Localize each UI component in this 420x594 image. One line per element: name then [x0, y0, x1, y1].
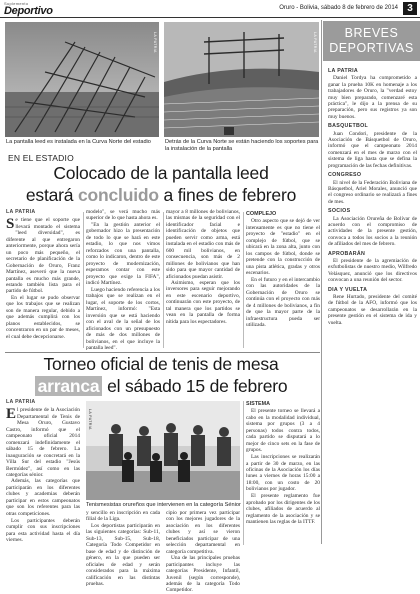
- stadium-scaffold-image: [5, 22, 159, 137]
- paragraph: Las inscripciones se realizarán a partir de 30 de marzo, en las oficinas de la Asociación los días lunes a viernes de horas 15:00 a 18:00, con un costo de 20 bolivianos por jugador.: [246, 454, 320, 493]
- masthead-logo: Deportivo: [4, 5, 53, 17]
- headline-text: Colocado de la pantalla leed: [53, 163, 269, 183]
- drop-cap: E: [6, 406, 17, 423]
- story2-column-3: [166, 510, 240, 594]
- paragraph: En el futuro y en el intercambio con las autoridades de la Gobernación de Oruro se continúa con el proyecto con más de 4 millones de bolivianos, a fin de que la mayor parte de la infraestructura pueda ser utilizada.: [246, 277, 320, 329]
- photo-credit: LA PATRIA: [88, 409, 92, 430]
- subhead: SISTEMA: [246, 401, 270, 407]
- story1-column-2: [86, 209, 160, 352]
- photo-screen-supports: [164, 22, 319, 137]
- page-number: 3: [403, 2, 417, 15]
- brief-tag: APROBARÁN: [328, 250, 366, 257]
- paragraph: "En la gestión anterior el gobernador hizo la presentación de todo lo que se hará en este estadio, lo que nos vimos reforzados con una pantalla, como lo indicaron, dentro de este proyecto de modernización, esperamos contar con este proyecto que exige la FIFA", indicó Martínez.: [86, 221, 160, 286]
- paragraph: Otro aspecto que se dejó de ver intensamente es que no tiene el proyecto de "estadio" en el complejo de fútbol, que se ubicará en la zona alta, junto con los campos de fútbol, donde se pretende con la construcción de una pista atlética, gradas y otros escenarios.: [246, 218, 320, 277]
- story-kicker: EN EL ESTADIO: [8, 153, 74, 163]
- story-headline-line1: [0, 164, 322, 183]
- headline-text: estará: [25, 185, 74, 205]
- story2-headline-line1: [0, 355, 322, 374]
- masthead: [4, 1, 53, 16]
- column-divider: [243, 401, 244, 545]
- sidebar-title-line2: DEPORTIVAS: [329, 41, 414, 55]
- paragraph: Los participantes deberán cumplir con sus inscripciones para esta actividad hasta el día viernes.: [6, 517, 80, 544]
- story1-column-4: [246, 209, 320, 349]
- story2-headline-line2: [0, 377, 322, 396]
- paragraph: Los deportistas participarán en las siguientes categorías: Sub-11, Sub-13, Sub-15, Sub-18, Categoría Todo Competidor en base de edad y de distinción de género, en la que pueden ser oficiales de edad y serán considerados para la máxima calificación en las distintas pruebas.: [86, 522, 160, 587]
- paragraph: y sencillo en inscripción en cada filial de la Liga.: [86, 510, 160, 523]
- sidebar-divider: [321, 20, 322, 544]
- masthead-supplement: Suplemento: [4, 1, 29, 6]
- paragraph: modelo", se verá mucho más superior de lo que hasta ahora es.: [86, 209, 160, 222]
- brief-text: Juan Condori, presidente de la Asociación de Básquetbol de Oruro, informó que el campeonato 2014 comenzará en el mes de marzo con el sistema de liga hasta que se defina la programación de las fechas definitivas.: [328, 130, 417, 169]
- story1-column-1: [6, 209, 80, 349]
- paragraph: e tiene que el soporte que llevará montado el sistema "leed diversidad", es diferente al que entregaron anteriormente, porque ahora sería un poco más pequeño, el secretario de planificación de la Gobernación de Oruro, Franz Martínez, aseveró que la nueva pantalla es mucho más grande, estando también lista para el partido de fútbol.: [6, 217, 80, 295]
- byline-tag: LA PATRIA: [6, 209, 36, 215]
- brief-tag: CONGRESO: [328, 172, 362, 179]
- story-separator: [5, 352, 320, 353]
- stadium-curve-image: [164, 22, 319, 137]
- paragraph: Una de las principales pruebas participantes incluye las categorías Presidente, Infantil, Juvenil (según corresponde), además de la categoría Todo Competidor.: [166, 555, 240, 594]
- brief-tag: LA PATRIA: [328, 68, 358, 74]
- headline-text: el sábado 15 de febrero: [107, 376, 288, 396]
- photo-credit: LA PATRIA: [153, 32, 157, 53]
- brief-tag: SOCIOS: [328, 208, 351, 215]
- column-divider: [83, 212, 84, 348]
- photo-screen-install: [5, 22, 159, 137]
- photo-caption-left: La pantalla leed es instalada en la Curva Norte del estadio: [6, 139, 151, 145]
- paragraph: cipio por primera vez participar con los mejores jugadores de la asociación en los diferentes clubes y así se vieron beneficiados participar de una selección departamental en categoría competitiva.: [166, 510, 240, 555]
- column-divider: [243, 212, 244, 348]
- paragraph: El presente reglamento fue aprobado por los dirigentes de los clubes, afiliados de acuerdo al reglamento de la asociación y se mantienen las reglas de la ITTF.: [246, 493, 320, 526]
- dateline: Oruro - Bolivia, sábado 8 de febrero de 2014: [279, 5, 398, 11]
- photo-credit: LA PATRIA: [313, 32, 317, 53]
- brief-text: Rene Hurtado, presidente del comité de fútbol de la AFO, informó que los campeonatos se desarrollarán en la presente gestión en el sistema de ida y vuelta.: [328, 294, 417, 326]
- paragraph: l presidente de la Asociación Departamental de Tenis de Mesa Oruro, Gustavo Castro, informó que el campeonato oficial 2014 comenzará indefinidamente el sábado 15 de febrero. La inauguración se concretará en la Villa Sur del estadio "Jesús Bermúdez", así como en las categorías sénior.: [6, 407, 80, 478]
- headline-text: Torneo oficial de tenis de mesa: [43, 354, 279, 374]
- brief-tag: DIA Y VUELTA: [328, 286, 368, 293]
- story2-column-1: [6, 399, 80, 545]
- paragraph: Asimismo, esperan que los inversores para seguir mejorando en este escenario deportivo, continuarán con este proyecto, de tal manera que los partidos se vean en la pantalla de forma nítida para los espectadores.: [166, 279, 240, 325]
- story2-column-2: [86, 510, 160, 587]
- brief-text: El presidente de la agremiación de exfutbolistas de nuestro medio, Wilfredo Velásquez, anunció que los directivos convocan a una reunión del sector.: [328, 257, 417, 284]
- photo-tennis-players: [86, 401, 240, 500]
- story2-column-4: [246, 399, 320, 545]
- paragraph: Además, las categorías que participarán en los diferentes clubes y academias deberán participar en estos campeonatos que son los referentes para las otras competiciones.: [6, 478, 80, 517]
- sidebar-briefs: [323, 18, 420, 546]
- headline-highlight: concluido: [78, 185, 159, 205]
- paragraph: El presente torneo se llevará a cabo en la modalidad individual, sistema por grupos (3 a 4 personas) todos contra todos, cada partido se disputará a lo mejor de cinco sets en la fase de grupos.: [246, 408, 320, 454]
- drop-cap: S: [6, 216, 15, 233]
- tennis-team-image: [86, 401, 240, 500]
- byline-tag: LA PATRIA: [6, 399, 36, 405]
- brief-text: La Asociación Orureña de Bolívar de acuerdo con el compromiso de actividades de la presente gestión, convoca a todos los socios a la reunión de afiliados del mes de febrero.: [328, 215, 417, 248]
- story1-column-3: [166, 209, 240, 349]
- sidebar-title-line1: BREVES: [344, 26, 399, 40]
- page-header: [0, 0, 420, 18]
- paragraph: Luego haciendo referencia a los trabajos que se realizan en el lugar, el soporte de los cortos, Martínez, informó: "Esta inversión que se está haciendo con el aval de la señal de los aficionados con un presupuesto de más de dos millones de bolivianos, en el que incluye la pantalla leed".: [86, 286, 160, 352]
- brief-text: Daniel Tordya ha comprometido a ganar la prueba 10K en homenaje a los trabajadores de Oruro, la "verdad estoy muy bien preparado, comenzaré esta práctica", le dijo a la prensa de su preparación, pero sus registros ya son muy buenos.: [328, 75, 417, 120]
- column-divider: [163, 212, 164, 348]
- story-headline-line2: [0, 186, 322, 205]
- brief-text: El nivel de la Federación Boliviana de Básquetbol, Ariel Morales, anunció que el congreso ordinario se realizará a fines de mes.: [328, 179, 417, 205]
- subhead: COMPLEJO: [246, 211, 277, 217]
- photo-caption-right: Detrás de la Curva Norte se están haciendo los soportes para la instalación de la pantalla: [165, 139, 319, 152]
- headline-highlight: arranca: [35, 376, 103, 396]
- photo-caption-tennis: Tenismesistas orureños que intervienen en la categoría Sénior: [86, 502, 241, 508]
- paragraph: En el lugar se pudo observar que los trabajos que se realizan son de manera regular, debido a que además cumplirá con los planos establecidos, se concentraron en un par de meses, el cual debe decepcionarse.: [6, 294, 80, 340]
- headline-text: a fines de febrero: [163, 185, 297, 205]
- sidebar-body: [328, 65, 417, 543]
- brief-tag: BASQUETBOL: [328, 123, 369, 130]
- paragraph: mayor a 8 millones de bolivianos, las mismas de la seguridad con el identificador facial e identificación de objetos que pueden servir como arma, está instalada en el estadio con más de 600 mil bolivianos, en consecuencia, son más de 2 millones de bolivianos que han sido para que mayor cantidad de aficionados puedan asistir.: [166, 209, 240, 280]
- sidebar-title: [323, 21, 420, 61]
